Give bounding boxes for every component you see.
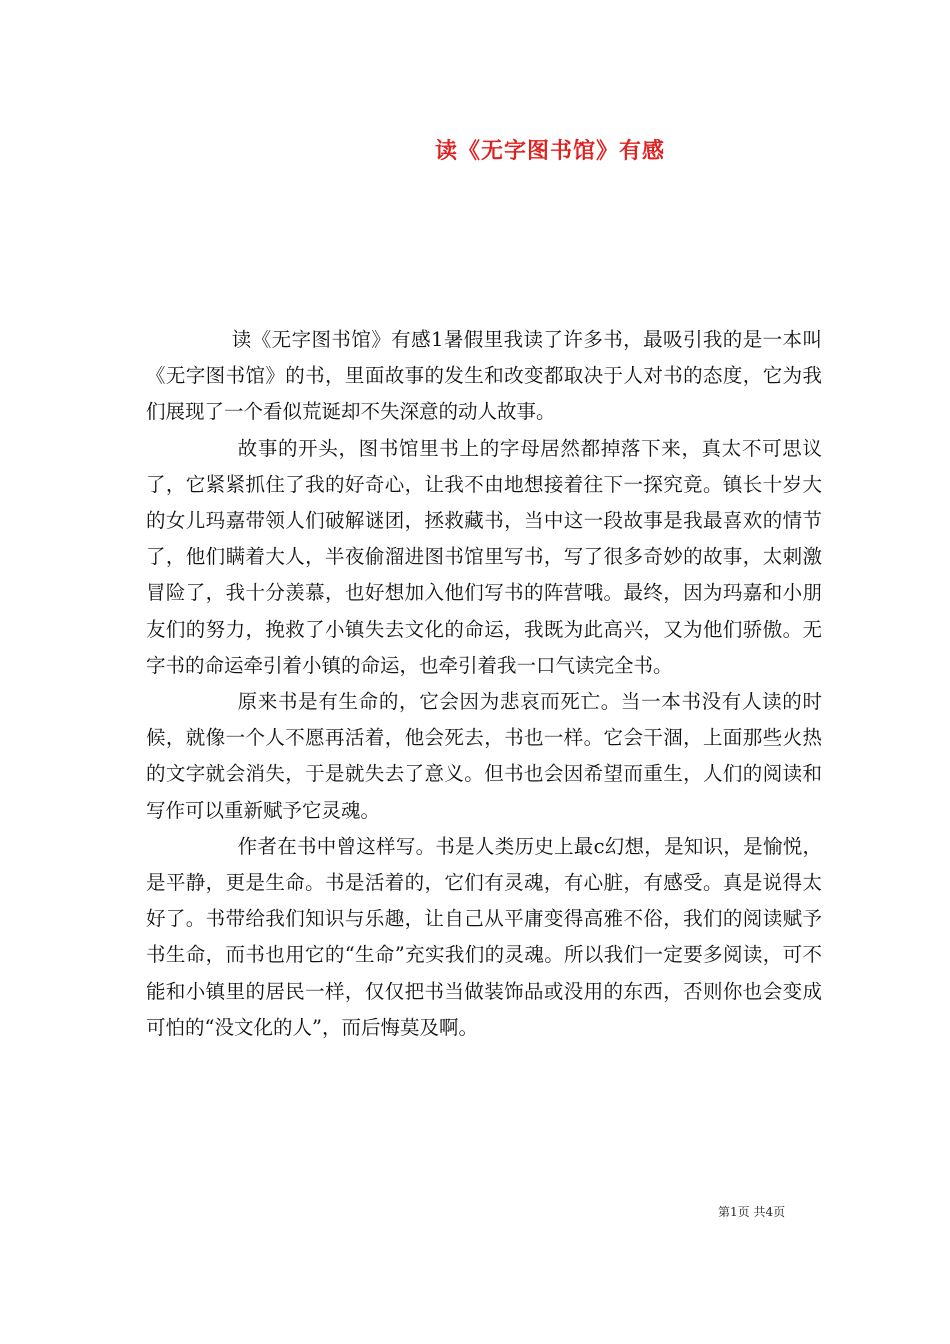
page-number-footer: 第1页 共4页 [718,1205,786,1219]
paragraph-2: 故事的开头，图书馆里书上的字母居然都掉落下来，真太不可思议了，它紧紧抓住了我的好奇心，让我不由地想接着往下一探究竟。镇长十岁大的女儿玛嘉带领人们破解谜团，拯救藏书，当中这一段故事是我最喜欢的情节了，他们瞒着大人，半夜偷溜进图书馆里写书，写了很多奇妙的故事，太刺激冒险了，我十分羡慕，也好想加入他们写书的阵营哦。最终，因为玛嘉和小朋友们的努力，挽救了小镇失去文化的命运，我既为此高兴，又为他们骄傲。无字书的命运牵引着小镇的命运，也牵引着我一口气读完全书。 [146,436,822,677]
document-body [146,322,822,1046]
paragraph-3: 原来书是有生命的，它会因为悲哀而死亡。当一本书没有人读的时候，就像一个人不愿再活着，他会死去，书也一样。它会干涸，上面那些火热的文字就会消失，于是就失去了意义。但书也会因希望而重生，人们的阅读和写作可以重新赋予它灵魂。 [146,690,822,822]
paragraph-4: 作者在书中曾这样写。书是人类历史上最c幻想，是知识，是愉悦，是平静，更是生命。书是活着的，它们有灵魂，有心脏，有感受。真是说得太好了。书带给我们知识与乐趣，让自己从平庸变得高雅不俗，我们的阅读赋予书生命，而书也用它的“生命”充实我们的灵魂。所以我们一定要多阅读，可不能和小镇里的居民一样，仅仅把书当做装饰品或没用的东西，否则你也会变成可怕的“没文化的人”，而后悔莫及啊。 [146,834,822,1039]
document-title: 读《无字图书馆》有感 [434,138,665,164]
paragraph-1: 读《无字图书馆》有感1暑假里我读了许多书，最吸引我的是一本叫《无字图书馆》的书，里面故事的发生和改变都取决于人对书的态度，它为我们展现了一个看似荒诞却不失深意的动人故事。 [146,328,822,424]
